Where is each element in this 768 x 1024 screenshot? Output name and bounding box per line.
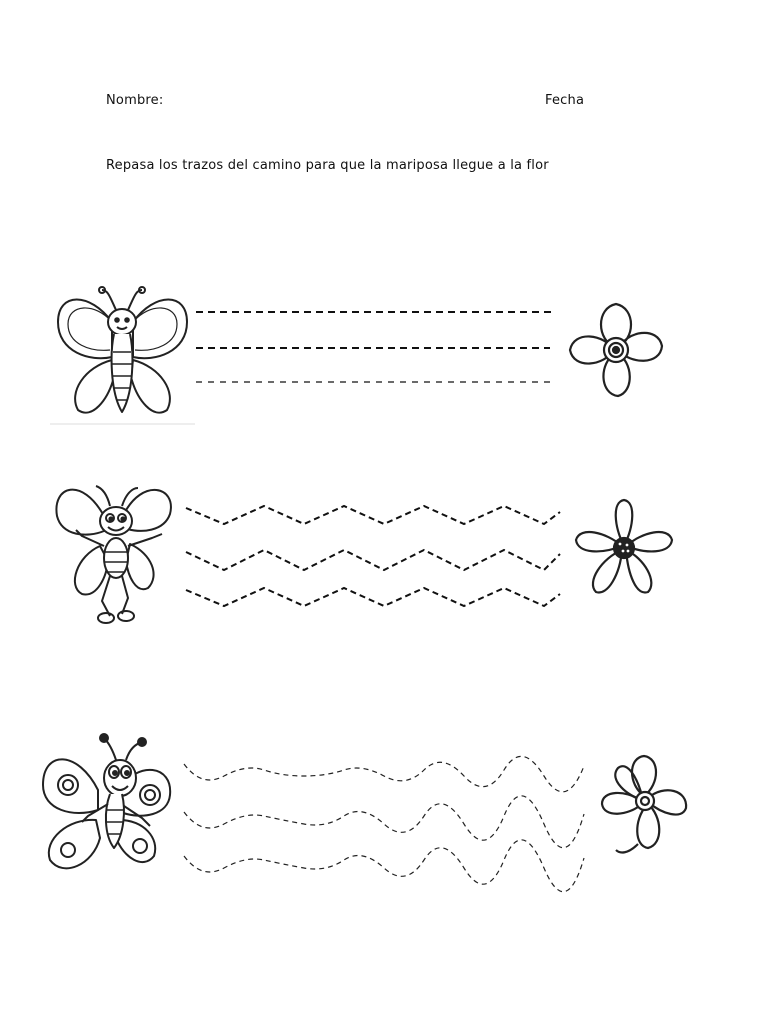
flower-icon: [572, 496, 677, 601]
exercise-zigzag: [0, 474, 768, 634]
butterfly-icon: [38, 730, 178, 882]
name-label: Nombre:: [106, 93, 164, 108]
trace-lines-straight: [192, 302, 562, 412]
flower-icon: [598, 750, 693, 860]
instructions: Repasa los trazos del camino para que la mariposa llegue a la flor: [106, 158, 549, 173]
flower-icon: [566, 300, 666, 400]
butterfly-icon: [52, 476, 182, 626]
date-label: Fecha: [545, 93, 585, 108]
exercise-straight: [0, 282, 768, 432]
exercise-wave: [0, 730, 768, 890]
butterfly-icon: [50, 282, 195, 427]
trace-lines-zigzag: [184, 494, 564, 634]
trace-lines-wave: [180, 754, 590, 894]
